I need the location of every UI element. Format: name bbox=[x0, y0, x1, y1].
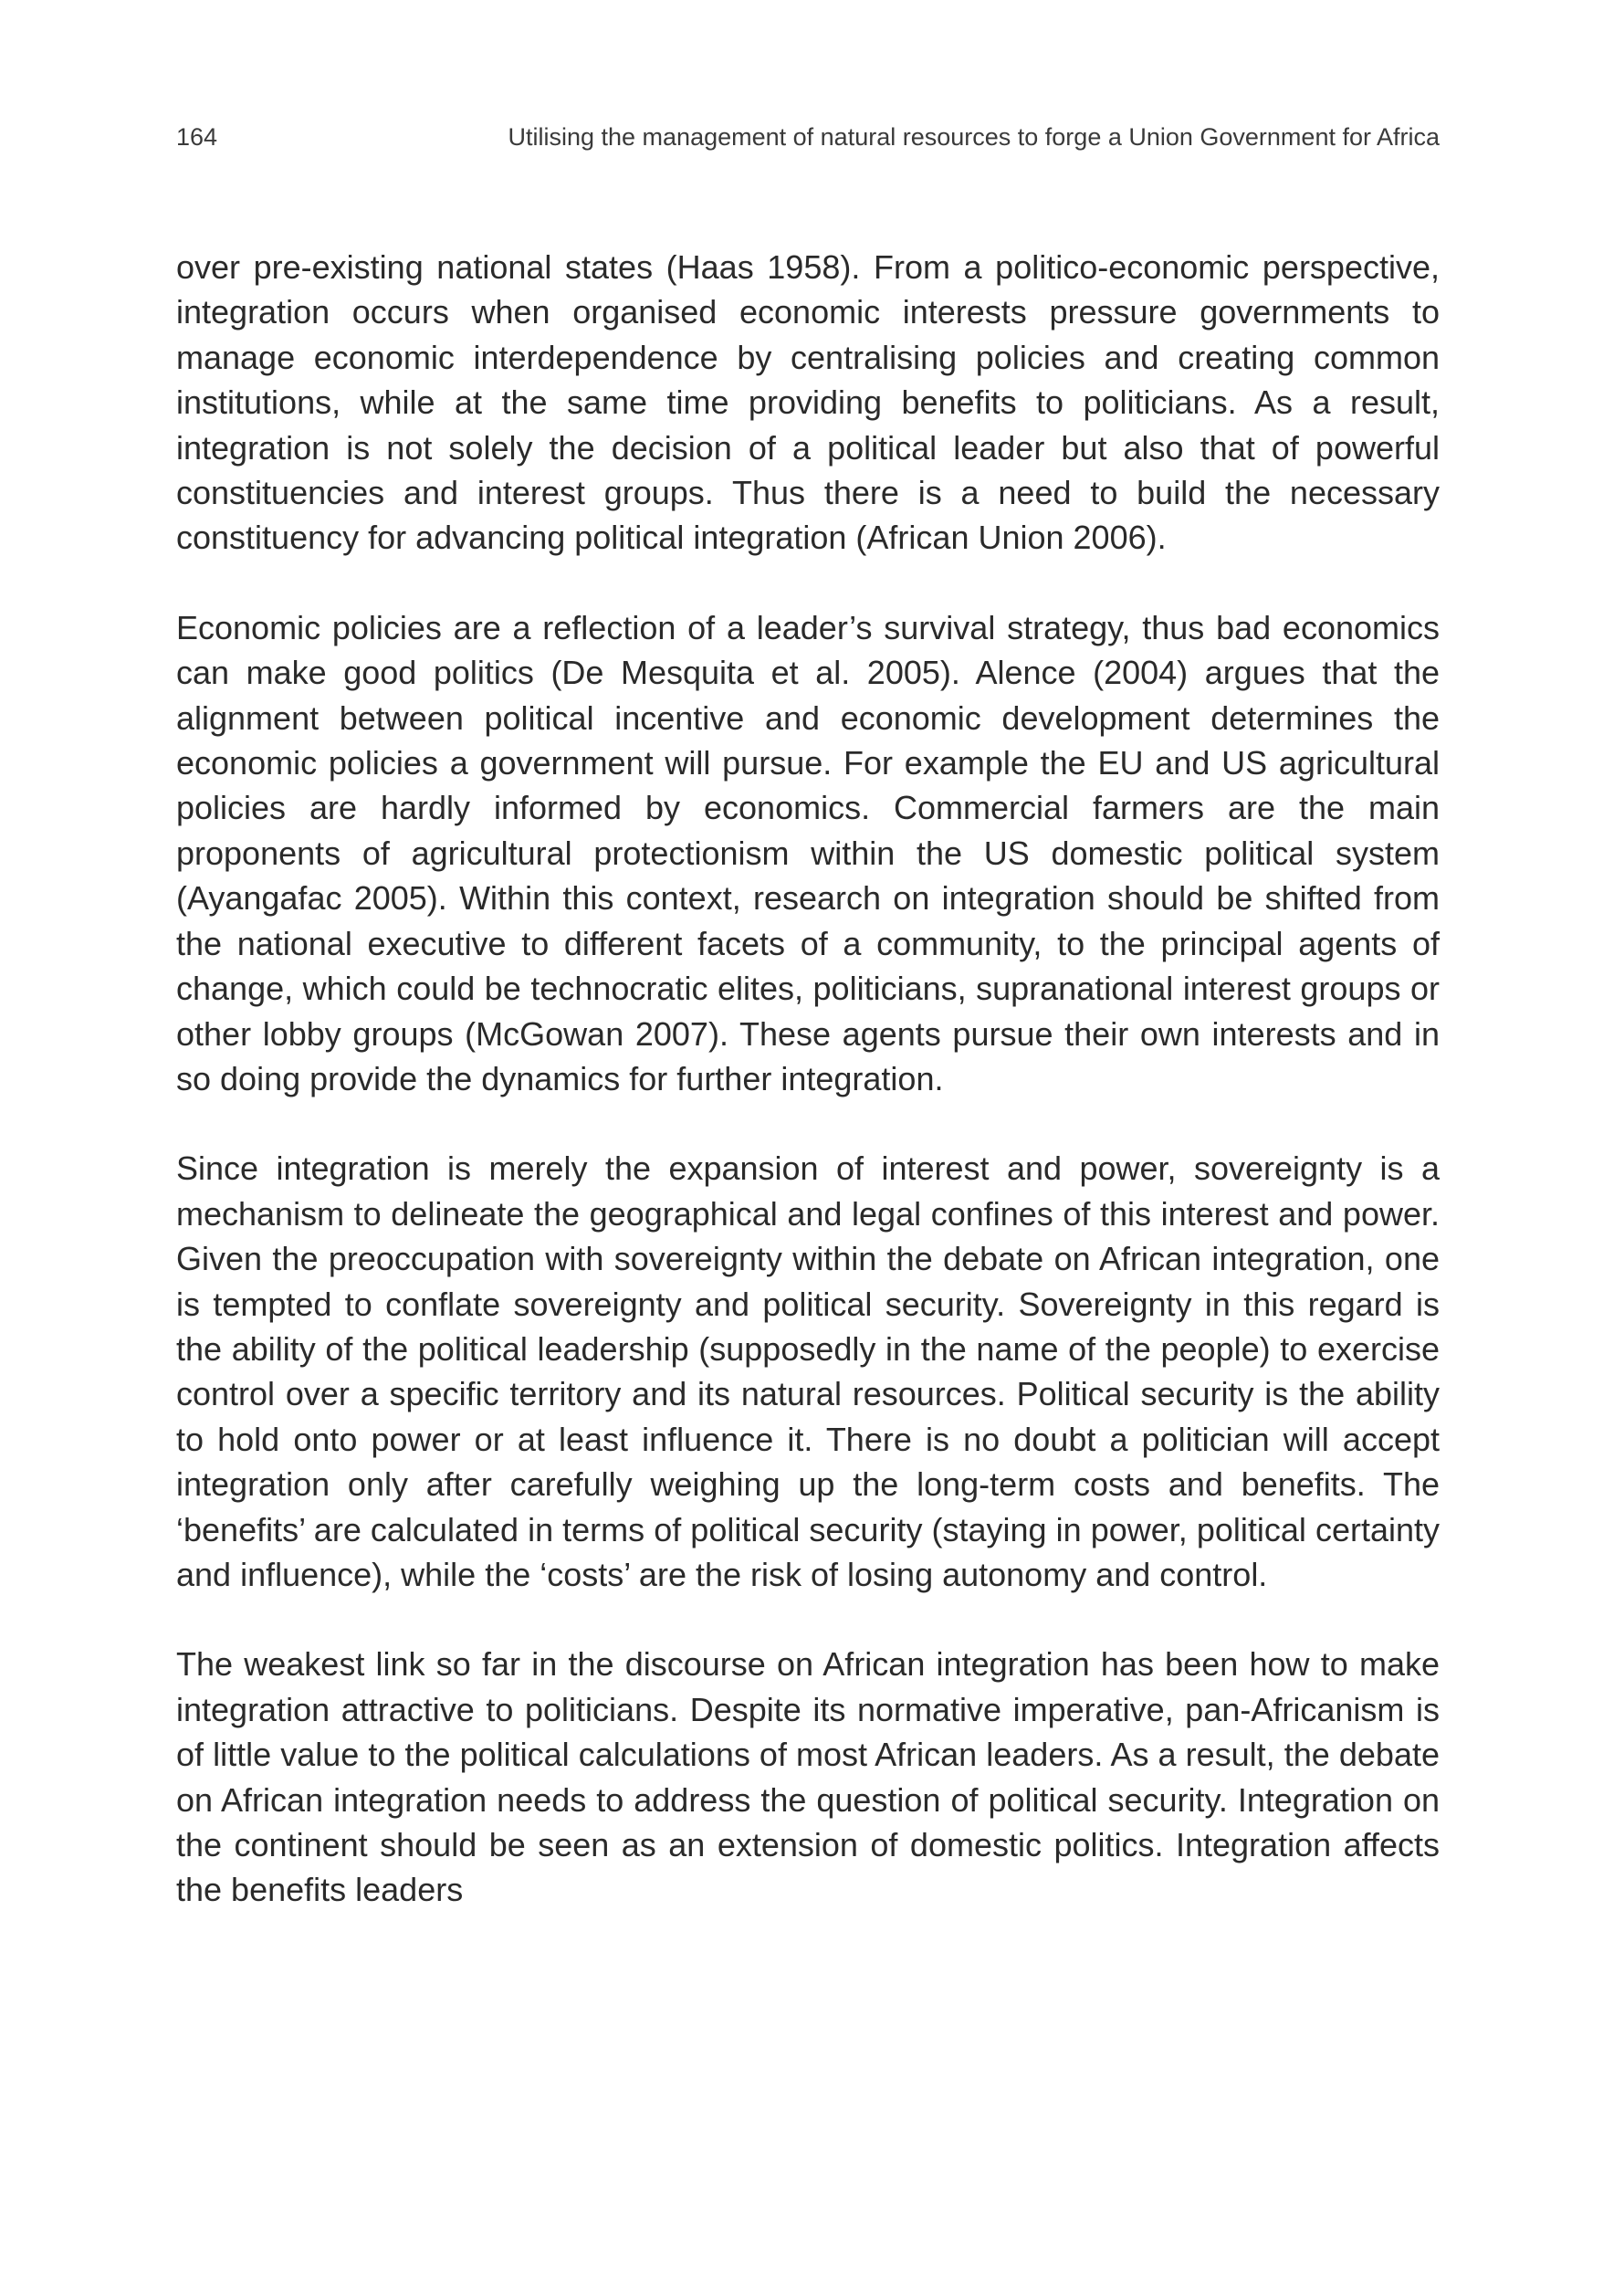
paragraph-3: Since integration is merely the expansion of interest and power, sovereignty is a mechanism to delineate the geographical and legal confines of this interest and power. Given the preoccupation with sovereignty within the debate on African integration, one is tempted to conflate sovereignty and political security. Sovereignty in this regard is the ability of the political leadership (supposedly in the name of the people) to exercise control over a specific territory and its natural resources. Political security is the ability to hold onto power or at least influence it. There is no doubt a politician will accept integration only after carefully weighing up the long-term costs and benefits. The ‘benefits’ are calculated in terms of political security (staying in power, political certainty and influence), while the ‘costs’ are the risk of losing autonomy and control. bbox=[176, 1149, 1440, 1593]
running-header bbox=[176, 119, 1440, 155]
paragraph-4: The weakest link so far in the discourse on African integration has been how to make integration attractive to politicians. Despite its normative imperative, pan-Africanism is of little value to the political calculations of most African leaders. As a result, the debate on African integration needs to address the question of political security. Integration on the continent should be seen as an extension of domestic politics. Integration affects the benefits leaders bbox=[176, 1645, 1440, 1909]
paragraph-2: Economic policies are a reflection of a leader’s survival strategy, thus bad economics can make good politics (De Mesquita et al. 2005). Alence (2004) argues that the alignment between political incentive and economic development determines the economic policies a government will pursue. For example the EU and US agricultural policies are hardly informed by economics. Commercial farmers are the main proponents of agricultural protectionism within the US domestic political system (Ayangafac 2005). Within this context, research on integration should be shifted from the national executive to different facets of a community, to the principal agents of change, which could be technocratic elites, politicians, supranational interest groups or other lobby groups (McGowan 2007). These agents pursue their own interests and in so doing provide the dynamics for further integration. bbox=[176, 608, 1440, 1097]
paragraph-1: over pre-existing national states (Haas 1958). From a politico-economic perspective, integration occurs when organised economic interests pressure governments to manage economic interdependence by centralising policies and creating common institutions, while at the same time providing benefits to politicians. As a result, integration is not solely the decision of a political leader but also that of powerful constituencies and interest groups. Thus there is a need to build the necessary constituency for advancing political integration (African Union 2006). bbox=[176, 248, 1440, 557]
body-text bbox=[176, 245, 1440, 1913]
page-number: 164 bbox=[176, 123, 218, 151]
running-title: Utilising the management of natural resources to forge a Union Government for Africa bbox=[508, 123, 1440, 151]
